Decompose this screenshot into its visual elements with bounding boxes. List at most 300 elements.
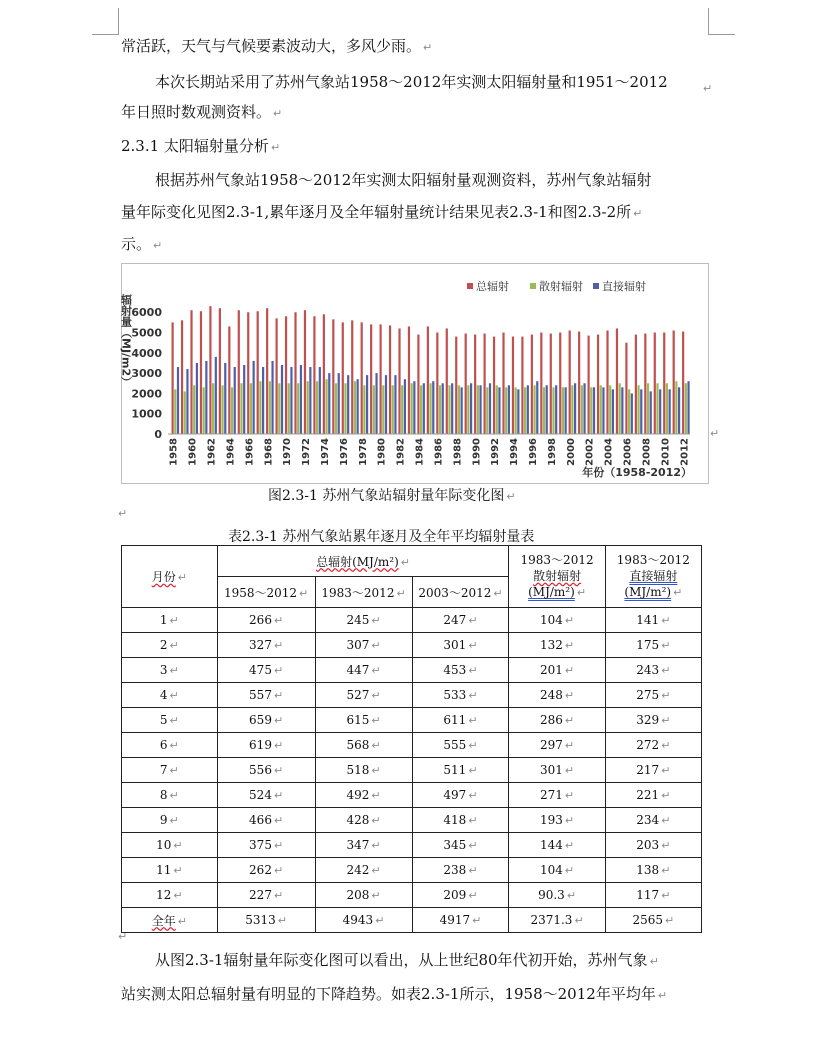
chart-bar bbox=[328, 373, 330, 434]
table-cell-value: 611 ↵ bbox=[412, 708, 509, 733]
chart-bar bbox=[685, 383, 687, 434]
chart-bar bbox=[470, 383, 472, 434]
chart-bar bbox=[382, 385, 384, 434]
chart-bar bbox=[602, 387, 604, 434]
chart-bar bbox=[205, 361, 207, 434]
chart-bar bbox=[597, 335, 599, 434]
chart-bar bbox=[517, 389, 519, 434]
chart-bar bbox=[323, 314, 325, 434]
chart-bar bbox=[243, 365, 245, 434]
chart-bar bbox=[637, 385, 639, 434]
chart-bar bbox=[228, 326, 230, 434]
table-cell-value: 247 ↵ bbox=[412, 608, 509, 633]
chart-bar bbox=[583, 383, 585, 434]
chart-bar bbox=[297, 383, 299, 434]
paragraph-line: 站实测太阳总辐射量有明显的下降趋势。如表2.3-1所示，1958～2012年平均年 ↵ bbox=[121, 985, 668, 1003]
x-tick-label: 1970 bbox=[282, 438, 294, 466]
legend-label: 直接辐射 bbox=[602, 280, 646, 293]
table-cell-value: 466 ↵ bbox=[217, 808, 315, 833]
chart-bar bbox=[285, 316, 287, 434]
table-row bbox=[122, 633, 702, 658]
chart-bar bbox=[401, 385, 403, 434]
chart-bar bbox=[442, 383, 444, 434]
chart-bar bbox=[486, 387, 488, 434]
y-axis-label: 辐射量（MJ/m2） bbox=[119, 294, 133, 388]
legend-label: 散射辐射 bbox=[539, 280, 583, 293]
table-cell-value: 2565 ↵ bbox=[605, 908, 701, 933]
chart-bar bbox=[354, 381, 356, 434]
chart-bar bbox=[512, 337, 514, 434]
table-cell-value: 234 ↵ bbox=[605, 808, 701, 833]
table-cell-value: 557 ↵ bbox=[217, 683, 315, 708]
table-cell-value: 659 ↵ bbox=[217, 708, 315, 733]
table-cell-value: 2371.3 ↵ bbox=[509, 908, 605, 933]
chart-bar bbox=[215, 357, 217, 434]
legend-swatch bbox=[593, 283, 599, 289]
table-cell-value: 208 ↵ bbox=[315, 883, 412, 908]
table-cell-value: 144 ↵ bbox=[509, 833, 605, 858]
table-cell-month: 5 ↵ bbox=[122, 708, 218, 733]
chart-bar bbox=[278, 383, 280, 434]
table-row bbox=[122, 658, 702, 683]
paragraph-line: 量年际变化见图2.3-1,累年逐月及全年辐射量统计结果见表2.3-1和图2.3-2所 ↵ bbox=[121, 203, 643, 221]
table-cell-value: 266 ↵ bbox=[217, 608, 315, 633]
table-cell-value: 271 ↵ bbox=[509, 783, 605, 808]
table-cell-month: 12 ↵ bbox=[122, 883, 218, 908]
table-cell-value: 104 ↵ bbox=[509, 858, 605, 883]
chart-bar bbox=[474, 335, 476, 434]
table-cell-value: 475 ↵ bbox=[217, 658, 315, 683]
chart-bar bbox=[588, 336, 590, 434]
table-cell-month: 10 ↵ bbox=[122, 833, 218, 858]
table-cell-value: 286 ↵ bbox=[509, 708, 605, 733]
paragraph-line: 常活跃，天气与气候要素波动大，多风少雨。 ↵ bbox=[121, 37, 433, 55]
chart-bar bbox=[332, 319, 334, 434]
chart-bar bbox=[609, 385, 611, 434]
chart-bar bbox=[203, 387, 205, 434]
table-cell-month: 3 ↵ bbox=[122, 658, 218, 683]
chart-bar bbox=[461, 387, 463, 434]
y-tick-label: 1000 bbox=[131, 407, 162, 421]
table-cell-value: 418 ↵ bbox=[412, 808, 509, 833]
table-cell-value: 4917 ↵ bbox=[412, 908, 509, 933]
page-corner-mark-top-left bbox=[92, 8, 119, 35]
table-cell-value: 327 ↵ bbox=[217, 633, 315, 658]
chart-bar bbox=[489, 383, 491, 434]
paragraph-mark: ↵ bbox=[118, 930, 128, 943]
chart-bar bbox=[366, 375, 368, 434]
chart-bar bbox=[682, 332, 684, 434]
chart-bar bbox=[559, 333, 561, 434]
table-cell-value: 90.3 ↵ bbox=[509, 883, 605, 908]
radiation-bar-chart bbox=[121, 263, 709, 484]
chart-bar bbox=[238, 310, 240, 434]
chart-bar bbox=[417, 335, 419, 434]
table-cell-month: 全年 ↵ bbox=[122, 908, 218, 933]
table-cell-month: 4 ↵ bbox=[122, 683, 218, 708]
paragraph-line: 本次长期站采用了苏州气象站1958～2012年实测太阳辐射量和1951～2012 bbox=[155, 73, 668, 91]
table-cell-value: 329 ↵ bbox=[605, 708, 701, 733]
chart-bar bbox=[619, 383, 621, 434]
table-row bbox=[122, 783, 702, 808]
x-tick-label: 2012 bbox=[679, 438, 691, 466]
table-caption: 表2.3-1 苏州气象站累年逐月及全年平均辐射量表 bbox=[228, 529, 535, 545]
chart-bar bbox=[423, 383, 425, 434]
chart-bar bbox=[678, 387, 680, 434]
chart-bar bbox=[304, 310, 306, 434]
paragraph-mark: ↵ bbox=[118, 507, 128, 520]
table-row bbox=[122, 758, 702, 783]
chart-bar bbox=[294, 312, 296, 434]
section-heading: 2.3.1 太阳辐射量分析 ↵ bbox=[121, 137, 281, 155]
chart-bar bbox=[253, 361, 255, 434]
chart-bar bbox=[531, 335, 533, 434]
chart-bar bbox=[429, 383, 431, 434]
chart-bar bbox=[281, 365, 283, 434]
x-tick-label: 2004 bbox=[603, 438, 615, 466]
chart-bar bbox=[221, 385, 223, 434]
chart-bar bbox=[621, 387, 623, 434]
chart-bar bbox=[515, 387, 517, 434]
y-tick-label: 2000 bbox=[131, 387, 162, 401]
table-cell-value: 262 ↵ bbox=[217, 858, 315, 883]
table-row bbox=[122, 883, 702, 908]
table-cell-value: 619 ↵ bbox=[217, 733, 315, 758]
y-tick-label: 4000 bbox=[131, 346, 162, 360]
chart-bar bbox=[411, 383, 413, 434]
table-row bbox=[122, 608, 702, 633]
table-cell-value: 238 ↵ bbox=[412, 858, 509, 883]
table-cell-month: 2 ↵ bbox=[122, 633, 218, 658]
chart-bar bbox=[496, 385, 498, 434]
chart-bar bbox=[404, 379, 406, 434]
chart-bar bbox=[521, 337, 523, 434]
figure-caption: 图2.3-1 苏州气象站辐射量年际变化图 ↵ bbox=[268, 488, 516, 504]
chart-bar bbox=[612, 389, 614, 434]
chart-bar bbox=[174, 389, 176, 434]
chart-bar bbox=[552, 387, 554, 434]
paragraph-line: 年日照时数观测资料。 ↵ bbox=[121, 103, 283, 121]
chart-bar bbox=[427, 326, 429, 434]
y-tick-label: 5000 bbox=[131, 326, 162, 340]
table-row bbox=[122, 858, 702, 883]
x-tick-label: 1982 bbox=[395, 438, 407, 466]
chart-bar bbox=[177, 367, 179, 434]
table-header-period-1: 1958～2012 ↵ bbox=[217, 577, 315, 608]
chart-bar bbox=[394, 375, 396, 434]
chart-bar bbox=[250, 383, 252, 434]
chart-bar bbox=[363, 385, 365, 434]
chart-bar bbox=[186, 369, 188, 434]
chart-bar bbox=[625, 343, 627, 434]
chart-bar bbox=[439, 385, 441, 434]
chart-bar bbox=[593, 387, 595, 434]
paragraph-mark: ↵ bbox=[710, 427, 720, 440]
chart-bar bbox=[569, 331, 571, 435]
x-tick-label: 2010 bbox=[660, 438, 672, 466]
chart-bar bbox=[640, 389, 642, 434]
x-tick-label: 1960 bbox=[187, 438, 199, 466]
table-cell-value: 615 ↵ bbox=[315, 708, 412, 733]
x-tick-label: 1976 bbox=[338, 438, 350, 466]
table-header-direct: 1983～2012 直接辐射 (MJ/m²) ↵ bbox=[605, 546, 701, 608]
chart-bar bbox=[288, 383, 290, 434]
table-cell-value: 141 ↵ bbox=[605, 608, 701, 633]
table-cell-value: 518 ↵ bbox=[315, 758, 412, 783]
chart-bar bbox=[616, 328, 618, 434]
table-cell-value: 497 ↵ bbox=[412, 783, 509, 808]
chart-bar bbox=[209, 306, 211, 434]
paragraph-line: 根据苏州气象站1958～2012年实测太阳辐射量观测资料，苏州气象站辐射 bbox=[155, 171, 652, 189]
chart-bar bbox=[606, 331, 608, 435]
y-tick-label: 0 bbox=[154, 428, 162, 441]
x-tick-label: 1964 bbox=[225, 438, 237, 466]
x-tick-label: 1996 bbox=[528, 438, 539, 466]
chart-bar bbox=[635, 335, 637, 434]
chart-bar bbox=[565, 387, 567, 434]
chart-bar bbox=[392, 385, 394, 434]
chart-bar bbox=[172, 322, 174, 434]
table-cell-value: 117 ↵ bbox=[605, 883, 701, 908]
x-tick-label: 1968 bbox=[263, 438, 275, 466]
table-cell-value: 248 ↵ bbox=[509, 683, 605, 708]
chart-bar bbox=[477, 385, 479, 434]
chart-bar bbox=[533, 385, 535, 434]
chart-bar bbox=[373, 385, 375, 434]
x-tick-label: 2006 bbox=[622, 438, 634, 466]
chart-bar bbox=[262, 367, 264, 434]
chart-bar bbox=[247, 312, 249, 434]
chart-bar bbox=[193, 385, 195, 434]
chart-bar bbox=[675, 381, 677, 434]
table-cell-month: 9 ↵ bbox=[122, 808, 218, 833]
chart-bar bbox=[184, 391, 186, 434]
chart-bar bbox=[240, 383, 242, 434]
table-cell-month: 7 ↵ bbox=[122, 758, 218, 783]
table-row bbox=[122, 808, 702, 833]
x-tick-label: 1962 bbox=[206, 438, 218, 466]
chart-bar bbox=[181, 320, 183, 434]
chart-bar bbox=[647, 383, 649, 434]
chart-bar bbox=[498, 387, 500, 434]
chart-bar bbox=[467, 385, 469, 434]
chart-bar bbox=[234, 367, 236, 434]
table-cell-value: 555 ↵ bbox=[412, 733, 509, 758]
chart-bar bbox=[493, 337, 495, 434]
chart-bar bbox=[644, 334, 646, 434]
legend-swatch bbox=[530, 283, 536, 289]
x-tick-label: 1986 bbox=[433, 438, 445, 466]
table-cell-month: 8 ↵ bbox=[122, 783, 218, 808]
chart-bar bbox=[540, 333, 542, 434]
chart-bar bbox=[562, 387, 564, 434]
table-cell-value: 375 ↵ bbox=[217, 833, 315, 858]
chart-bar bbox=[458, 385, 460, 434]
table-cell-value: 527 ↵ bbox=[315, 683, 412, 708]
paragraph-line: 从图2.3-1辐射量年际变化图可以看出，从上世纪80年代初开始，苏州气象 ↵ bbox=[155, 951, 659, 969]
chart-bar bbox=[446, 328, 448, 434]
chart-bar bbox=[271, 361, 273, 434]
y-tick-label: 3000 bbox=[131, 367, 162, 381]
x-tick-label: 2000 bbox=[565, 438, 577, 466]
table-cell-value: 307 ↵ bbox=[315, 633, 412, 658]
chart-bar bbox=[669, 389, 671, 434]
table-cell-value: 227 ↵ bbox=[217, 883, 315, 908]
chart-bar bbox=[347, 375, 349, 434]
x-tick-label: 1972 bbox=[301, 438, 313, 466]
table-cell-value: 275 ↵ bbox=[605, 683, 701, 708]
legend-swatch bbox=[467, 283, 473, 289]
chart-bar bbox=[300, 365, 302, 434]
chart-bar bbox=[673, 331, 675, 435]
x-tick-label: 1984 bbox=[414, 438, 426, 466]
chart-bar bbox=[266, 308, 268, 434]
table-cell-value: 104 ↵ bbox=[509, 608, 605, 633]
table-cell-value: 524 ↵ bbox=[217, 783, 315, 808]
chart-bar bbox=[546, 385, 548, 434]
chart-bar bbox=[524, 387, 526, 434]
chart-bar bbox=[224, 363, 226, 434]
x-tick-label: 1990 bbox=[471, 438, 483, 466]
chart-bar bbox=[200, 311, 202, 434]
chart-bar bbox=[196, 363, 198, 434]
chart-bar bbox=[628, 389, 630, 434]
chart-bar bbox=[361, 322, 363, 434]
table-cell-month: 6 ↵ bbox=[122, 733, 218, 758]
table-cell-value: 301 ↵ bbox=[412, 633, 509, 658]
table-cell-value: 492 ↵ bbox=[315, 783, 412, 808]
chart-bar bbox=[465, 334, 467, 434]
chart-bar bbox=[269, 381, 271, 434]
legend-label: 总辐射 bbox=[476, 280, 509, 293]
x-tick-label: 1994 bbox=[509, 438, 521, 466]
x-tick-label: 1966 bbox=[244, 438, 256, 466]
chart-bar bbox=[571, 385, 573, 434]
x-tick-label: 1980 bbox=[376, 438, 388, 466]
table-cell-value: 209 ↵ bbox=[412, 883, 509, 908]
chart-bar bbox=[344, 383, 346, 434]
chart-bar bbox=[555, 385, 557, 434]
chart-bar bbox=[413, 381, 415, 434]
chart-bar bbox=[375, 373, 377, 434]
chart-bar bbox=[357, 379, 359, 434]
table-row bbox=[122, 683, 702, 708]
page-corner-mark-top-right bbox=[708, 8, 735, 35]
chart-bar bbox=[338, 373, 340, 434]
chart-bar bbox=[455, 337, 457, 434]
chart-bar bbox=[600, 385, 602, 434]
y-tick-label: 6000 bbox=[131, 306, 162, 320]
radiation-table bbox=[121, 545, 702, 933]
chart-bar bbox=[432, 381, 434, 434]
chart-bar bbox=[502, 333, 504, 434]
x-tick-label: 1974 bbox=[320, 438, 331, 466]
paragraph-mark: ↵ bbox=[703, 82, 713, 95]
table-cell-value: 203 ↵ bbox=[605, 833, 701, 858]
table-row bbox=[122, 908, 702, 933]
chart-bar bbox=[190, 310, 192, 434]
table-cell-value: 4943 ↵ bbox=[315, 908, 412, 933]
x-tick-label: 1998 bbox=[546, 438, 558, 466]
table-cell-value: 138 ↵ bbox=[605, 858, 701, 883]
table-row bbox=[122, 708, 702, 733]
table-cell-value: 511 ↵ bbox=[412, 758, 509, 783]
table-cell-value: 217 ↵ bbox=[605, 758, 701, 783]
table-cell-value: 453 ↵ bbox=[412, 658, 509, 683]
table-cell-value: 556 ↵ bbox=[217, 758, 315, 783]
table-cell-value: 347 ↵ bbox=[315, 833, 412, 858]
table-cell-value: 175 ↵ bbox=[605, 633, 701, 658]
chart-bar bbox=[319, 367, 321, 434]
chart-bar bbox=[484, 334, 486, 434]
chart-bar bbox=[389, 325, 391, 434]
chart-bar bbox=[398, 328, 400, 434]
table-cell-value: 568 ↵ bbox=[315, 733, 412, 758]
table-cell-value: 272 ↵ bbox=[605, 733, 701, 758]
chart-bar bbox=[543, 387, 545, 434]
chart-bar bbox=[659, 389, 661, 434]
chart-bar bbox=[631, 393, 633, 434]
chart-bar bbox=[578, 332, 580, 434]
table-cell-value: 193 ↵ bbox=[509, 808, 605, 833]
x-tick-label: 2002 bbox=[584, 438, 596, 466]
chart-bar bbox=[687, 381, 689, 434]
table-cell-value: 297 ↵ bbox=[509, 733, 605, 758]
table-row bbox=[122, 833, 702, 858]
chart-bar bbox=[276, 318, 278, 434]
chart-bar bbox=[290, 367, 292, 434]
chart-bar bbox=[574, 383, 576, 434]
chart-bar bbox=[527, 385, 529, 434]
x-tick-label: 1978 bbox=[357, 438, 369, 466]
chart-bar bbox=[325, 379, 327, 434]
chart-bar bbox=[370, 324, 372, 434]
table-cell-value: 132 ↵ bbox=[509, 633, 605, 658]
table-cell-value: 301 ↵ bbox=[509, 758, 605, 783]
chart-bar bbox=[307, 381, 309, 434]
chart-bar bbox=[259, 381, 261, 434]
chart-bar bbox=[219, 308, 221, 434]
chart-bar bbox=[590, 387, 592, 434]
x-axis-label: 年份（1958-2012） bbox=[582, 466, 692, 479]
chart-bar bbox=[408, 326, 410, 434]
table-header-period-2: 1983～2012 ↵ bbox=[315, 577, 412, 608]
chart-bar bbox=[257, 311, 259, 434]
chart-bar bbox=[351, 320, 353, 434]
chart-bar bbox=[342, 322, 344, 434]
table-cell-month: 11 ↵ bbox=[122, 858, 218, 883]
table-cell-value: 242 ↵ bbox=[315, 858, 412, 883]
chart-bar bbox=[212, 383, 214, 434]
table-cell-value: 245 ↵ bbox=[315, 608, 412, 633]
paragraph-line: 示。 ↵ bbox=[121, 235, 163, 253]
table-cell-month: 1 ↵ bbox=[122, 608, 218, 633]
chart-bar bbox=[650, 391, 652, 434]
chart-bar bbox=[231, 387, 233, 434]
chart-bar bbox=[550, 334, 552, 434]
table-cell-value: 533 ↵ bbox=[412, 683, 509, 708]
chart-bar bbox=[581, 385, 583, 434]
chart-bar bbox=[451, 383, 453, 434]
table-cell-value: 345 ↵ bbox=[412, 833, 509, 858]
x-tick-label: 2008 bbox=[641, 438, 653, 466]
table-header-total: 总辐射(MJ/m²) ↵ bbox=[217, 546, 509, 577]
chart-bar bbox=[313, 316, 315, 434]
table-row bbox=[122, 733, 702, 758]
table-cell-value: 221 ↵ bbox=[605, 783, 701, 808]
x-tick-label: 1988 bbox=[452, 438, 464, 466]
table-header-period-3: 2003～2012 ↵ bbox=[412, 577, 509, 608]
